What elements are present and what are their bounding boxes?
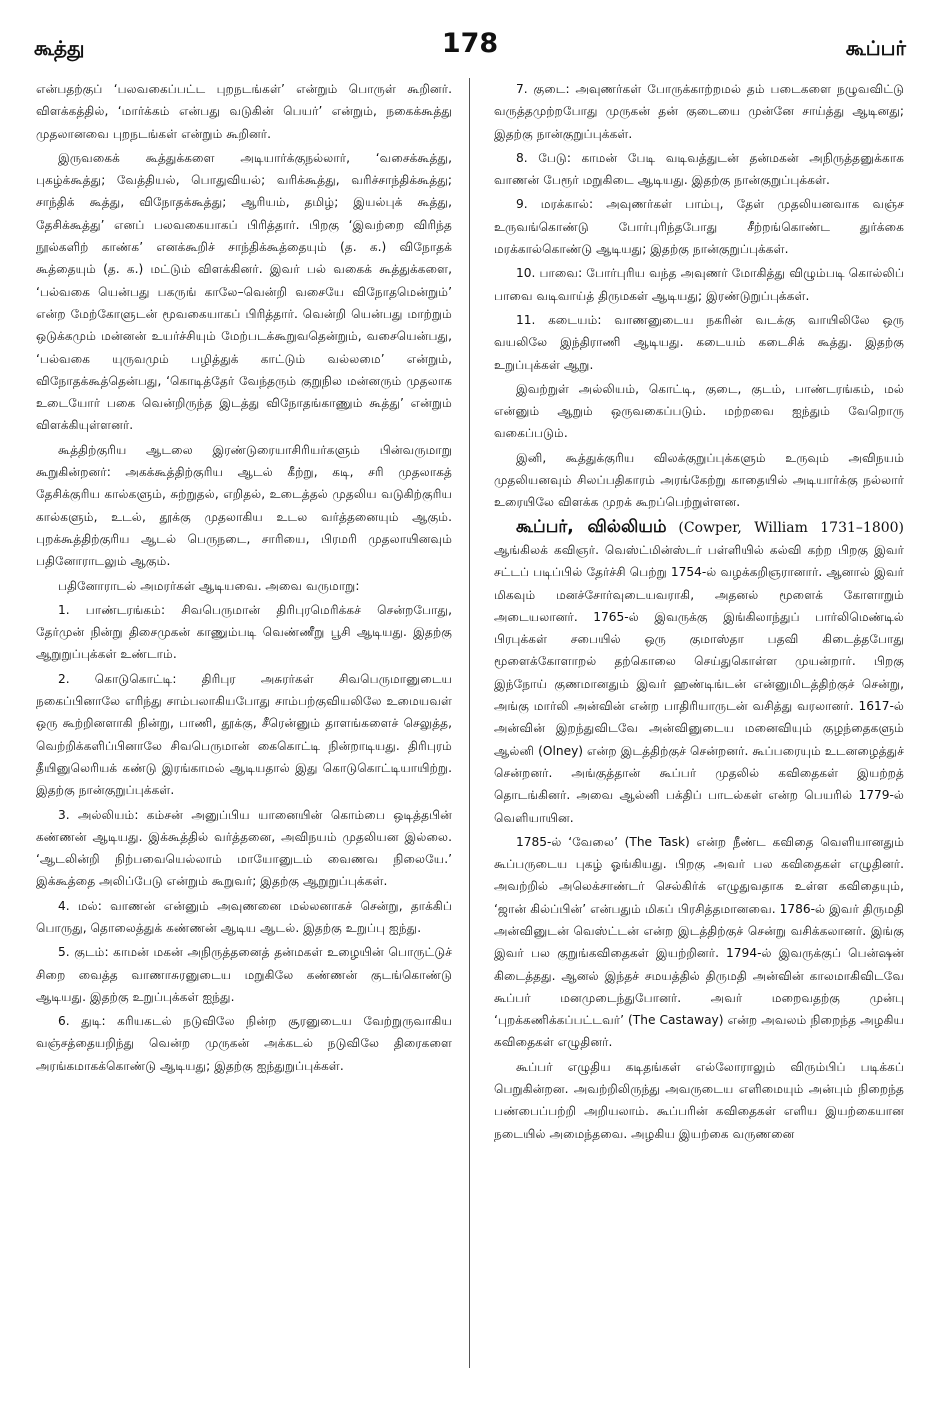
list-item: 2. கொடுகொட்டி: திரிபுர அசுரர்கள் சிவபெருமானுடைய நகைப்பினாலே எரிந்து சாம்பலாகியபோது சாம்பற்குவியலிலே உமையவள் ஒரு கூற்றினளாகி நின்று, பாணி, தூக்கு, சீரென்னும் தாளங்களைச் செலுத்த, வெற்றிக்களிப்பினாலே சிவபெருமான் கைகொட்டி நின்றாடியது. திரிபுரம் தீயினுலெரியக் கண்டு இரங்காமல் ஆடியதால் இது கொடுகொட்டியாயிற்று. இதற்கு நான்குறுப்புக்கள். <box>36 671 452 798</box>
list-item: 4. மல்: வாணன் என்னும் அவுணனை மல்லனாகச் சென்று, தாக்கிப் பொருது, தொலைத்துக் கண்ணன் ஆடிய ஆடல். இதற்கு உறுப்பு ஐந்து. <box>36 898 452 935</box>
encyclopedia-entry <box>494 516 904 829</box>
list-item: 8. பேடு: காமன் பேடி வடிவத்துடன் தன்மகன் அநிருத்தனுக்காக வாணன் பேரூர் மறுகிடை ஆடியது. இதற்கு நான்குறுப்புக்கள். <box>494 150 904 188</box>
paragraph: கூத்திற்குரிய ஆடலை இரண்டுரையாசிரியர்களும் பின்வருமாறு கூறுகின்றனர்: அகக்கூத்திற்குரிய ஆடல் கீற்று, கடி, சரி முதலாகத் தேசிக்குரிய கால்களும், சுற்றுதல், எறிதல், உடைத்தல் முதலிய வடுகிற்குரிய கால்களும், உடல், தூக்கு முதலாகிய உடல வர்த்தனையும் ஆகும். புறக்கூத்திற்குரிய ஆடல் பெருநடை, சாரியை, பிரமரி முதலாயினவும் பதினோராடலும் ஆகும். <box>36 442 452 569</box>
paragraph: இனி, கூத்துக்குரிய விலக்குறுப்புக்களும் உருவும் அவிநயம் முதலியனவும் சிலப்பதிகாரம் அரங்கேற்று காதையில் அடியார்க்கு நல்லார் உரையிலே விளக்க முறக் கூறப்பெற்றுள்ளன. <box>494 450 904 510</box>
header-left-keyword: கூத்து <box>34 36 85 60</box>
paragraph: 1785-ல் ‘வேலை’ (The Task) என்ற நீண்ட கவிதை வெளியானதும் கூப்பருடைய புகழ் ஓங்கியது. பிறகு அவர் பல கவிதைகள் எழுதினர். அவற்றில் அலெக்சாண்டர் செல்கிர்க் எழுதுவதாக உள்ள கவிதையும், ‘ஜான் கில்ப்பின்’ என்பதும் மிகப் பிரசித்தமானவை. 1786-ல் இவர் திருமதி அன்வினுடன் வெஸ்ட்டன் என்ற இடத்திற்குச் சென்று வசிக்கலானர். இங்கு இவர் பல குறுங்கவிதைகள் இயற்றினர். 1794-ல் இவருக்குப் பென்ஷன் கிடைத்தது. ஆனல் இந்தச் சமயத்தில் திருமதி அன்வின் காலமாகிவிடவே கூப்பர் மனமுடைந்துபோனர். அவர் மறைவதற்கு முன்பு ‘புறக்கணிக்கப்பட்டவர்’ (The Castaway) என்ற அவலம் நிறைந்த அழகிய கவிதைகள் எழுதினர். <box>494 834 904 1050</box>
entry-headword: கூப்பர், வில்லியம் <box>516 516 667 537</box>
list-item: 9. மரக்கால்: அவுணர்கள் பாம்பு, தேள் முதலியனவாக வஞ்ச உருவங்கொண்டு போர்புரிந்தபோது சீற்றங்கொண்ட துர்க்கை மரக்கால்கொண்டு ஆடியது; இதற்கு நான்குறுப்புக்கள். <box>494 197 904 257</box>
header-right-keyword: கூப்பர் <box>845 36 906 60</box>
paragraph: பதினோராடல் அமரர்கள் ஆடியவை. அவை வருமாறு: <box>58 578 360 593</box>
left-column <box>36 78 452 1079</box>
list-item: 6. துடி: கரியகடல் நடுவிலே நின்ற சூரனுடைய வேற்றுருவாகிய வஞ்சத்தையறிந்து வென்ற முருகன் அக்கடல் நடுவிலே திரைகளை அரங்கமாகக்கொண்டு ஆடியது; இதற்கு ஐந்துறுப்புக்கள். <box>36 1014 452 1073</box>
paragraph: என்பதற்குப் ‘பலவகைப்பட்ட புறநடங்கள்’ என்றும் பொருள் கூறினர். விளக்கத்தில், ‘மார்க்கம் என்பது வடுகின் பெயர்’ என்றும், நகைக்கூத்து முதலானவை புறநடங்கள் என்றும் கூறினர். <box>36 82 452 141</box>
list-item: 11. கடையம்: வாணனுடைய நகரின் வடக்கு வாயிலிலே ஒரு வயலிலே இந்திராணி ஆடியது. கடையம் கடைசிக் கூத்து. இதற்கு உறுப்புக்கள் ஆறு. <box>494 312 904 372</box>
page-header <box>34 28 906 68</box>
list-item: 7. குடை: அவுணர்கள் போருக்காற்றமல் தம் படைகளை நழுவவிட்டு வருத்தமுற்றபோது முருகன் தன் குடையை முன்னே சாய்த்து ஆடினது; இதற்கு நான்குறுப்புக்கள். <box>494 82 904 141</box>
entry-english-name: (Cowper, William 1731–1800) <box>678 519 904 536</box>
list-item: 1. பாண்டரங்கம்: சிவபெருமான் திரிபுரமெரிக்கச் சென்றபோது, தேர்முன் நின்று திசைமுகன் காணும்படி வெண்ணீறு பூசி ஆடியது. இதற்கு ஆறுறுப்புக்கள் உண்டாம். <box>36 602 452 662</box>
list-item: 5. குடம்: காமன் மகன் அநிருத்தனைத் தன்மகள் உழையின் பொருட்டுச் சிறை வைத்த வாணாசுரனுடைய மறுகிலே கண்ணன் குடங்கொண்டு ஆடியது. இதற்கு உறுப்புக்கள் ஐந்து. <box>36 945 452 1004</box>
paragraph: இருவகைக் கூத்துக்களை அடியார்க்குநல்லார், ‘வசைக்கூத்து, புகழ்க்கூத்து; வேத்தியல், பொதுவியல்; வரிக்கூத்து, வரிச்சாந்திக்கூத்து; சாந்திக் கூத்து, விநோதக்கூத்து; ஆரியம், தமிழ்; இயல்புக் கூத்து, தேசிக்கூத்து’ எனப் பலவகையாகப் பிரித்தார். பிறகு ‘இவற்றை விரிந்த நூல்களிற் காண்க’ எனக்கூறிச் சாந்திக்கூத்தையும் (த. க.) விநோதக் கூத்தையும் (த. க.) மட்டும் விளக்கினர். இவர் பல் வகைக் கூத்துக்களை, ‘பல்வகை யென்பது பகருங் காலே–வென்றி வசையே விநோதமென்றும்’ என்ற மேற்கோளுடன் மூவகையாகப் பிரித்தார். வென்றி யென்பது மாற்றும் ஒடுக்கமும் மன்னன் உயர்ச்சியும் மேற்படக்கூறுவதென்றும், வசையென்பது, ‘பல்வகை யுருவமும் பழித்துக் காட்டும் வல்லமை’ என்றும், விநோதக்கூத்தென்பது, ‘கொடித்தேர் வேந்தரும் குறுநில மன்னரும் முதலாக உடையோர் பகை வென்றிருந்த இடத்து விநோதங்காணும் கூத்து’ என்றும் விளக்கியுள்ளனர். <box>36 150 452 433</box>
page-number: 178 <box>441 28 499 59</box>
paragraph: இவற்றுள் அல்லியம், கொட்டி, குடை, குடம், பாண்டரங்கம், மல் என்னும் ஆறும் ஒருவகைப்படும். மற்றவை ஐந்தும் வேறொரு வகைப்படும். <box>494 381 904 441</box>
list-item: 3. அல்லியம்: கம்சன் அனுப்பிய யானையின் கொம்பை ஒடித்தபின் கண்ணன் ஆடியது. இக்கூத்தில் வர்த்தனை, அவிநயம் முதலியன இல்லை. ‘ஆடலின்றி நிற்பவையெல்லாம் மாயோனுடம் வைணவ நிலையே.’ இக்கூத்தை அலிப்பேடு என்றும் கூறுவர்; இதற்கு ஆறுறுப்புக்கள். <box>36 807 452 889</box>
column-divider <box>469 78 470 1368</box>
list-item: 10. பாவை: போர்புரிய வந்த அவுணர் மோகித்து விழும்படி கொல்லிப் பாவை வடிவாய்த் திருமகள் ஆடியது; இரண்டுறுப்புக்கள். <box>494 266 904 303</box>
paragraph: கூப்பர் எழுதிய கடிதங்கள் எல்லோராலும் விரும்பிப் படிக்கப் பெறுகின்றன. அவற்றிலிருந்து அவருடைய எளிமையும் அன்பும் நிறைந்த பண்பைப்பற்றி அறியலாம். கூப்பரின் கவிதைகள் எளிய இயற்கையான நடையில் அமைந்தவை. அழகிய இயற்கை வருணனை <box>494 1059 904 1141</box>
right-column <box>494 78 904 1147</box>
entry-body: ஆங்கிலக் கவிஞர். வெஸ்ட்மின்ஸ்டர் பள்ளியில் கல்வி கற்ற பிறகு இவர் சட்டப் படிப்பில் தேர்ச்சி பெற்று 1754-ல் வழக்கறிஞரானார். ஆனால் இவர் மிகவும் மனச்சோர்வுடையவராகி, அதனல் மூளைக் கோளாறும் அடையலானர். 1765-ல் இவருக்கு இங்கிலாந்துப் பார்லிமெண்டில் பிரபுக்கள் சபையில் ஒரு குமாஸ்தா பதவி கிடைத்தபோது மூளைக்கோளாறல் தற்கொலை செய்துகொள்ள முயன்றார். பிறகு இந்நோய் குணமானதும் இவர் ஹண்டிங்டன் என்னுமிடத்திற்குச் சென்று, அங்கு மார்லி அன்வின் என்ற பாதிரியாருடன் வசித்து வரலானர். 1617-ல் அன்வின் இறந்துவிடவே அன்வினுடைய மனைவியும் குழந்தைகளும் ஆல்னி (Olney) என்ற இடத்திற்குச் சென்றனர். கூப்பரையும் உடனழைத்துச் சென்றனர். அங்குத்தான் கூப்பர் முதலில் கவிதைகள் இயற்றத் தொடங்கினர். அவை ஆல்னி பக்திப் பாடல்கள் என்ற பெயரில் 1779-ல் வெளியாயின. <box>494 542 904 825</box>
